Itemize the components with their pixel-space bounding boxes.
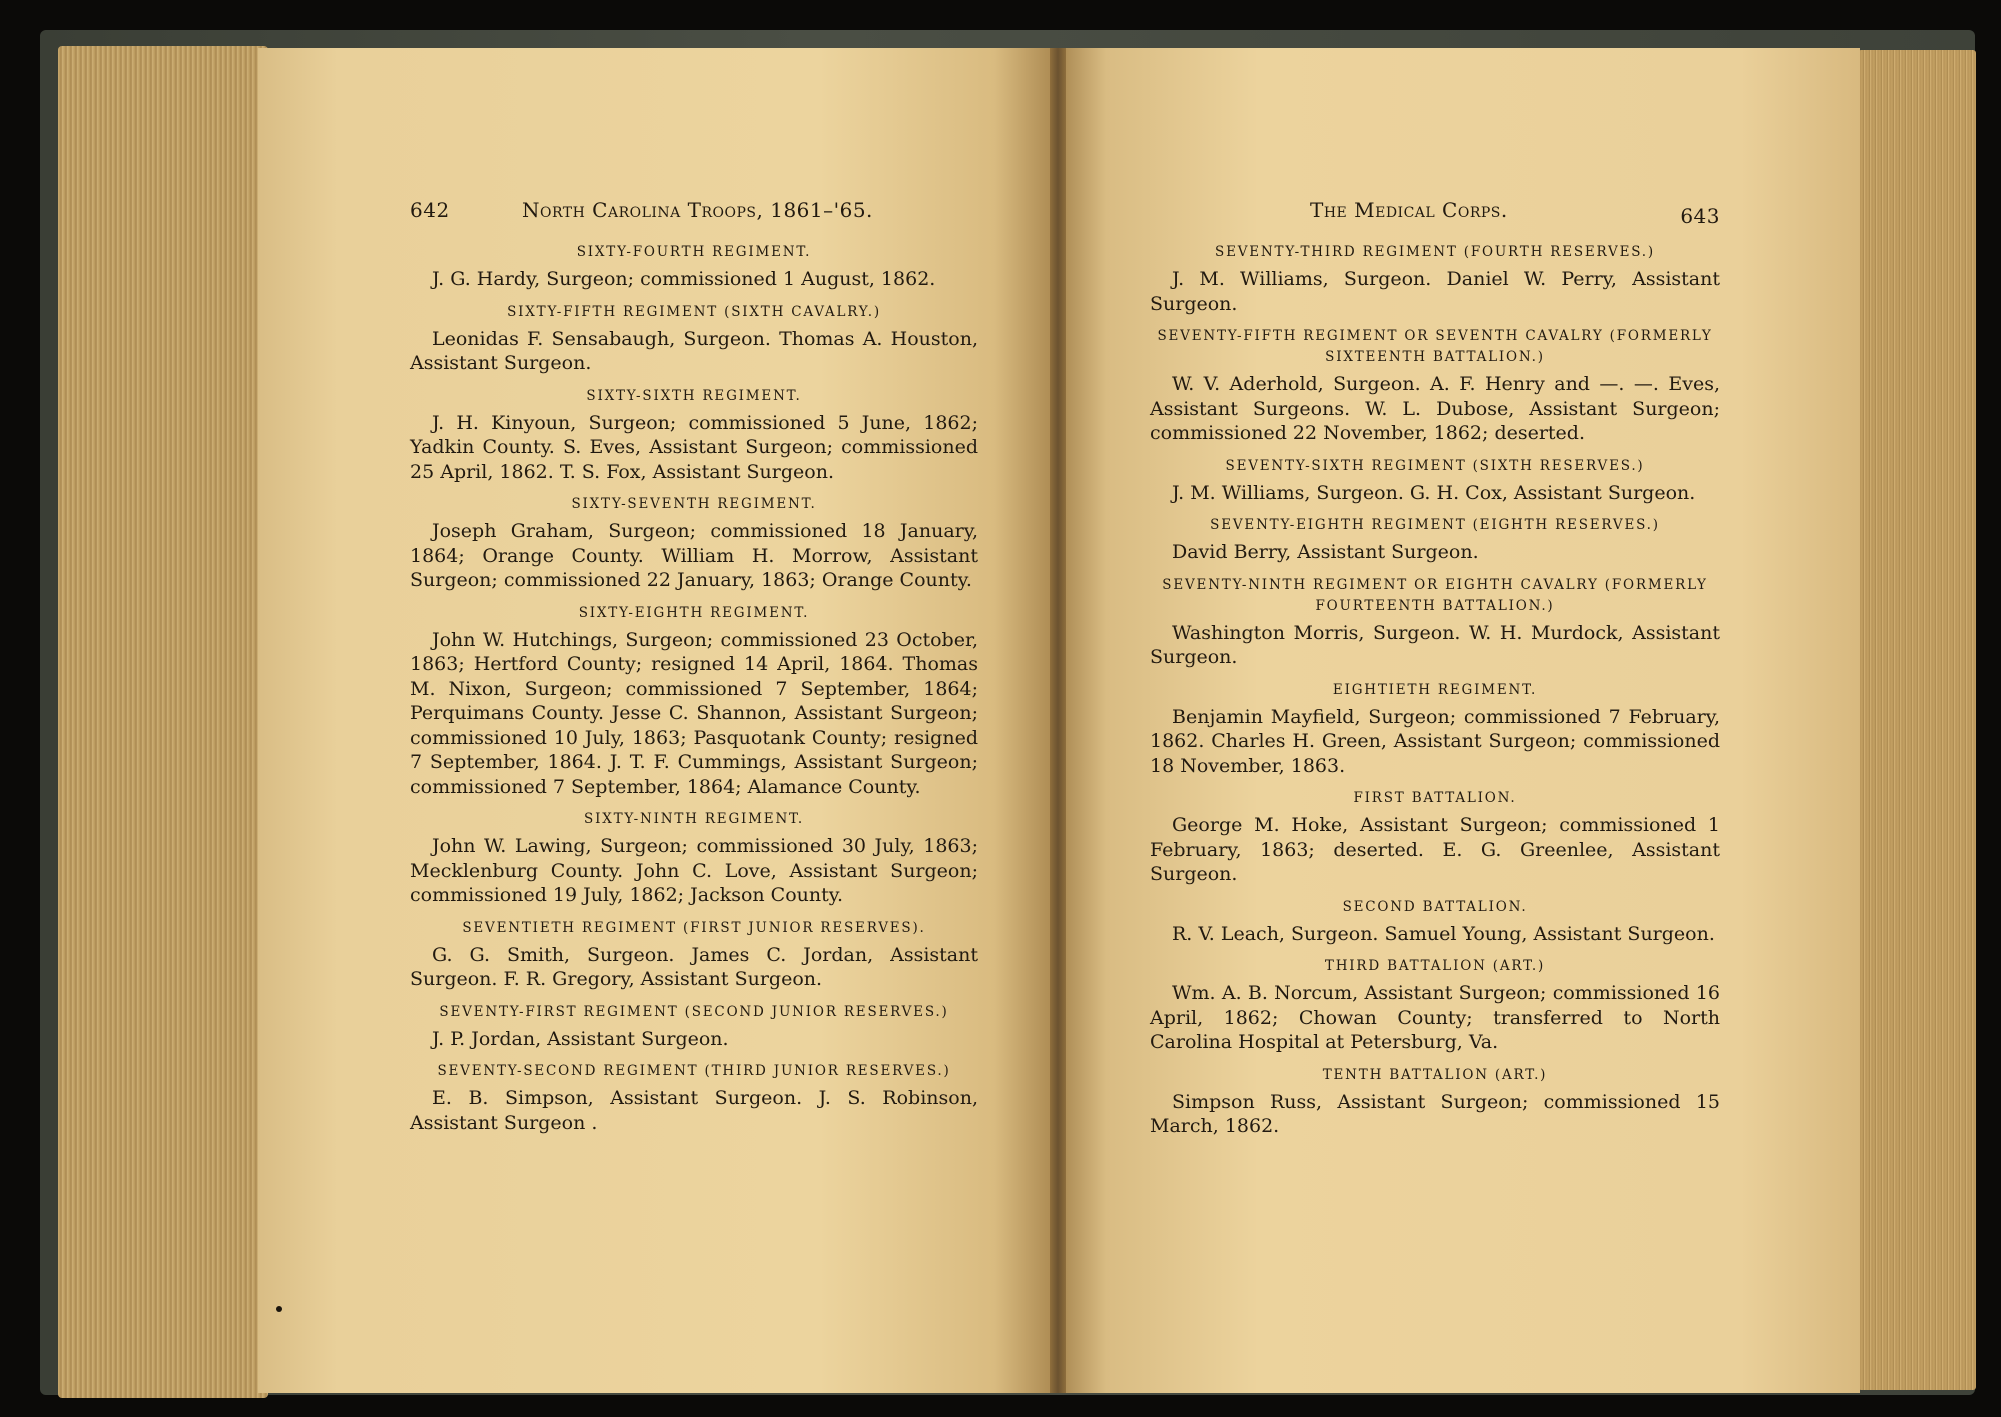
section-text: John W. Lawing, Surgeon; commissioned 30 July, 1863; Mecklenburg County. John C. Love, Assistant Surgeon; commissioned 19 July, 1862; Jackson County.	[410, 835, 978, 906]
section-text: W. V. Aderhold, Surgeon. A. F. Henry and —. —. Eves, Assistant Surgeons. W. L. Dubose, Assistant Surgeon; commissioned 22 November, 1862; deserted.	[1150, 373, 1720, 444]
section-heading: FIRST BATTALION.	[1353, 790, 1517, 806]
running-title: The Medical Corps.	[1310, 198, 1508, 222]
section-text: J. M. Williams, Surgeon. G. H. Cox, Assistant Surgeon.	[1172, 481, 1696, 504]
section-heading: SIXTY-SEVENTH REGIMENT.	[571, 496, 817, 512]
right-page-edges	[1858, 50, 1976, 1390]
section-text: E. B. Simpson, Assistant Surgeon. J. S. Robinson, Assistant Surgeon .	[410, 1087, 978, 1134]
section-text: Simpson Russ, Assistant Surgeon; commissioned 15 March, 1862.	[1150, 1090, 1720, 1137]
section-heading: SIXTY-FIFTH REGIMENT (SIXTH CAVALRY.)	[507, 303, 881, 320]
section-text: R. V. Leach, Surgeon. Samuel Young, Assistant Surgeon.	[1172, 922, 1715, 945]
section-heading: SIXTY-NINTH REGIMENT.	[584, 811, 804, 827]
section-heading: SEVENTY-NINTH REGIMENT OR EIGHTH CAVALRY (FORMERLY FOURTEENTH BATTALION.)	[1162, 576, 1708, 614]
section-heading: SECOND BATTALION.	[1342, 898, 1528, 915]
page-number: 643	[1680, 204, 1720, 228]
section-text: G. G. Smith, Surgeon. James C. Jordan, Assistant Surgeon. F. R. Gregory, Assistant Surgeon.	[410, 943, 978, 990]
page-number: 642	[410, 198, 450, 222]
right-page-header	[1150, 198, 1720, 232]
section-heading: SIXTY-FOURTH REGIMENT.	[576, 244, 812, 260]
section-heading: SEVENTY-THIRD REGIMENT (FOURTH RESERVES.)	[1215, 244, 1655, 260]
section-text: David Berry, Assistant Surgeon.	[1172, 541, 1479, 563]
right-page	[1058, 48, 1860, 1393]
left-page-header	[410, 198, 978, 232]
section-heading: SIXTY-EIGHTH REGIMENT.	[578, 604, 810, 621]
left-page-edges	[58, 46, 268, 1398]
right-page-text	[1150, 198, 1720, 1145]
section-heading: THIRD BATTALION (ART.)	[1324, 958, 1546, 974]
section-heading: SEVENTY-SIXTH REGIMENT (SIXTH RESERVES.)	[1225, 457, 1645, 474]
section-text: George M. Hoke, Assistant Surgeon; commissioned 1 February, 1863; deserted. E. G. Greenlee, Assistant Surgeon.	[1150, 814, 1720, 885]
section-text: Joseph Graham, Surgeon; commissioned 18 January, 1864; Orange County. William H. Morrow, Assistant Surgeon; commissioned 22 January, 1863; Orange County.	[410, 520, 978, 591]
section-text: J. P. Jordan, Assistant Surgeon.	[432, 1027, 729, 1050]
book-gutter	[1050, 48, 1066, 1393]
section-heading: TENTH BATTALION (ART.)	[1322, 1066, 1548, 1083]
section-text: Leonidas F. Sensabaugh, Surgeon. Thomas A. Houston, Assistant Surgeon.	[410, 327, 978, 374]
section-heading: SEVENTY-FIFTH REGIMENT OR SEVENTH CAVALRY (FORMERLY SIXTEENTH BATTALION.)	[1157, 328, 1713, 365]
section-heading: SEVENTY-FIRST REGIMENT (SECOND JUNIOR RESERVES.)	[439, 1003, 949, 1020]
left-page	[258, 48, 1058, 1393]
section-heading: SEVENTY-EIGHTH REGIMENT (EIGHTH RESERVES.)	[1210, 517, 1660, 533]
ink-spot	[276, 1306, 282, 1312]
section-heading: SEVENTIETH REGIMENT (FIRST JUNIOR RESERVES).	[462, 919, 926, 936]
running-title: North Carolina Troops, 1861–'65.	[522, 198, 873, 222]
section-text: J. M. Williams, Surgeon. Daniel W. Perry, Assistant Surgeon.	[1150, 268, 1720, 315]
section-heading: SIXTY-SIXTH REGIMENT.	[586, 387, 802, 404]
section-heading: EIGHTIETH REGIMENT.	[1332, 681, 1538, 698]
section-text: Wm. A. B. Norcum, Assistant Surgeon; commissioned 16 April, 1862; Chowan County; transferred to North Carolina Hospital at Petersburg, Va.	[1150, 982, 1720, 1053]
section-heading: SEVENTY-SECOND REGIMENT (THIRD JUNIOR RESERVES.)	[437, 1063, 951, 1079]
section-text: Benjamin Mayfield, Surgeon; commissioned 7 February, 1862. Charles H. Green, Assistant Surgeon; commissioned 18 November, 1863.	[1150, 705, 1720, 777]
left-page-text	[410, 198, 978, 1141]
section-text: J. G. Hardy, Surgeon; commissioned 1 August, 1862.	[432, 268, 936, 290]
section-text: Washington Morris, Surgeon. W. H. Murdock, Assistant Surgeon.	[1150, 621, 1720, 668]
section-text: J. H. Kinyoun, Surgeon; commissioned 5 June, 1862; Yadkin County. S. Eves, Assistant Surgeon; commissioned 25 April, 1862. T. S. Fox, Assistant Surgeon.	[410, 411, 978, 483]
section-text: John W. Hutchings, Surgeon; commissioned 23 October, 1863; Hertford County; resigned 14 April, 1864. Thomas M. Nixon, Surgeon; commissioned 7 September, 1864; Perquimans County. Jesse C. Shannon, Assistant Surgeon; commissioned 10 July, 1863; Pasquotank County; resigned 7 September, 1864. J. T. F. Cummings, Assistant Surgeon; commissioned 7 September, 1864; Alamance County.	[410, 628, 978, 798]
